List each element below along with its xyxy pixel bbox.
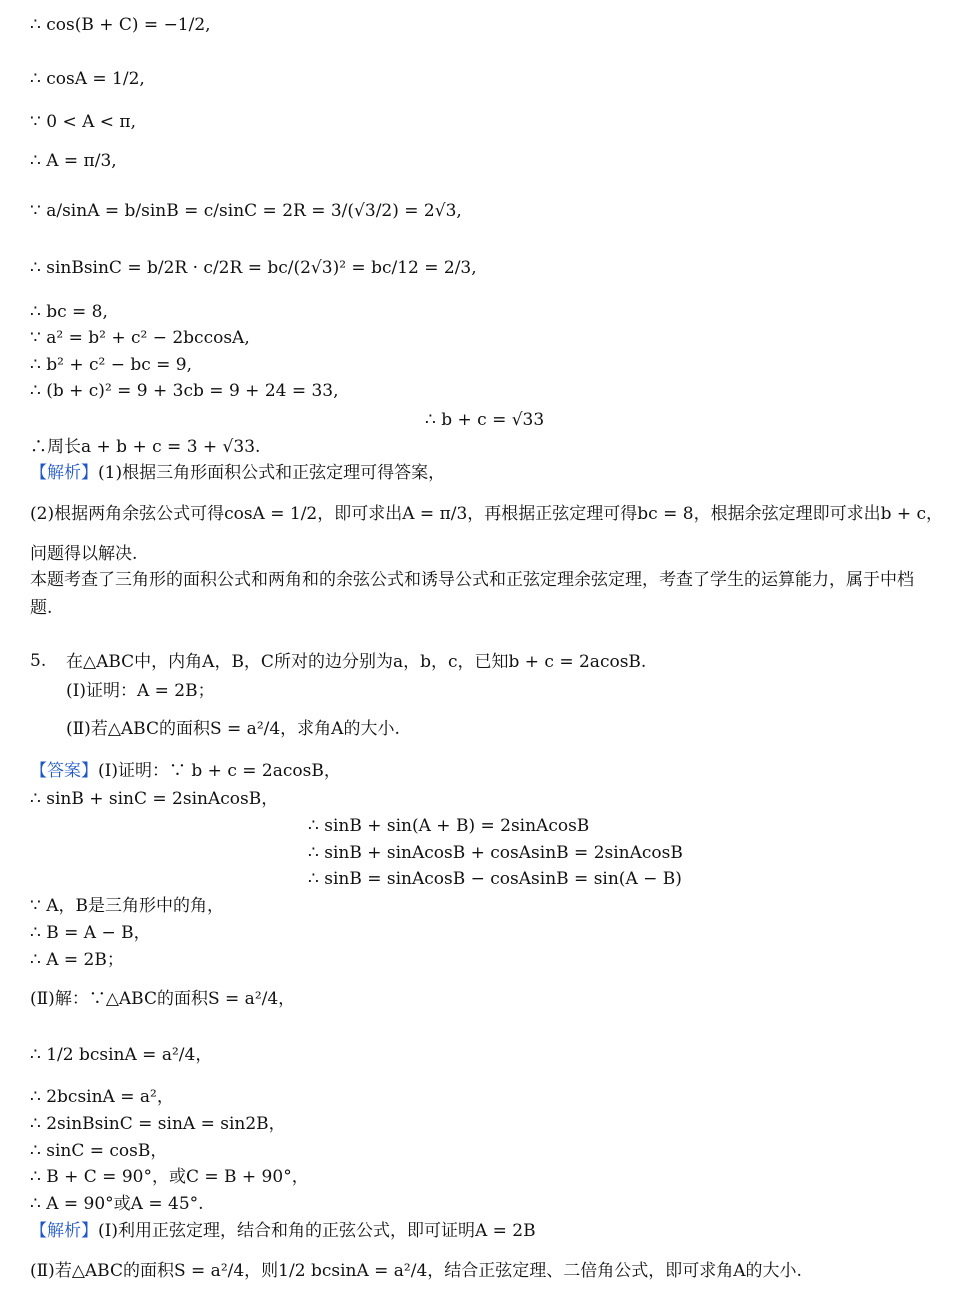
question-number: 5. [30, 651, 47, 671]
question-stem: 在△ABC中，内角A，B，C所对的边分别为a，b，c，已知b + c = 2acosB. [66, 652, 647, 672]
step-line: ∴ b² + c² − bc = 9, [30, 355, 193, 375]
step-line: ∴ sinB + sinC = 2sinAcosB， [30, 789, 279, 809]
step-line: ∴ A = 90°或A = 45°. [30, 1194, 204, 1214]
step-line: (Ⅱ)解：∵△ABC的面积S = a²/4， [30, 989, 296, 1009]
step-line: ∴ B + C = 90°，或C = B + 90°， [30, 1167, 309, 1187]
step-line: ∴周长a + b + c = 3 + √33. [30, 437, 261, 457]
step-line: ∴ 2bcsinA = a²， [30, 1087, 174, 1107]
step-line: ∴ sinBsinC = b/2R · c/2R = bc/(2√3)² = bc/12 = 2/3, [30, 258, 477, 278]
centered-equation: ∴ sinB + sin(A + B) = 2sinAcosB [308, 816, 590, 836]
analysis-text: (Ⅰ)利用正弦定理，结合和角的正弦公式，即可证明A = 2B [98, 1221, 536, 1241]
centered-equation: ∴ sinB + sinAcosB + cosAsinB = 2sinAcosB [308, 843, 683, 863]
step-line: ∵ A，B是三角形中的角， [30, 896, 224, 916]
step-line: ∴ B = A − B， [30, 923, 151, 943]
answer-tag: 【答案】 [30, 761, 98, 781]
question-part-i: (Ⅰ)证明：A = 2B； [66, 681, 215, 701]
step-line: ∴ 1/2 bcsinA = a²/4， [30, 1045, 213, 1065]
analysis-line [30, 462, 445, 484]
step-line: ∴ 2sinBsinC = sinA = sin2B， [30, 1114, 286, 1134]
step-line: ∴ (b + c)² = 9 + 3cb = 9 + 24 = 33, [30, 381, 339, 401]
analysis-line: 问题得以解决. [30, 544, 138, 564]
step-line: ∴ A = π/3, [30, 151, 117, 171]
question-part-ii: (Ⅱ)若△ABC的面积S = a²/4，求角A的大小. [66, 719, 400, 739]
step-line: ∴ cosA = 1/2, [30, 69, 145, 89]
analysis-tag: 【解析】 [30, 1221, 98, 1241]
step-line: ∴ bc = 8, [30, 302, 108, 322]
step-line: ∵ a/sinA = b/sinB = c/sinC = 2R = 3/(√3/2) = 2√3, [30, 201, 462, 221]
analysis-line: (Ⅱ)若△ABC的面积S = a²/4，则1/2 bcsinA = a²/4，结合正弦定理、二倍角公式，即可求角A的大小. [30, 1261, 802, 1281]
centered-equation: ∴ b + c = √33 [425, 410, 545, 430]
analysis-tag: 【解析】 [30, 463, 98, 483]
step-line: ∵ 0 < A < π, [30, 112, 136, 132]
step-line: ∴ cos(B + C) = −1/2, [30, 15, 211, 35]
answer-line [30, 760, 341, 782]
answer-text: (Ⅰ)证明：∵ b + c = 2acosB， [98, 761, 341, 781]
centered-equation: ∴ sinB = sinAcosB − cosAsinB = sin(A − B) [308, 869, 682, 889]
analysis-line [30, 1220, 536, 1242]
analysis-line: (2)根据两角余弦公式可得cosA = 1/2，即可求出A = π/3，再根据正弦定理可得bc = 8，根据余弦定理即可求出b + c， [30, 504, 944, 524]
step-line: ∵ a² = b² + c² − 2bccosA, [30, 328, 250, 348]
analysis-text: (1)根据三角形面积公式和正弦定理可得答案， [98, 463, 446, 483]
analysis-paragraph: 本题考查了三角形的面积公式和两角和的余弦公式和诱导公式和正弦定理余弦定理，考查了学生的运算能力，属于中档题. [30, 570, 914, 618]
step-line: ∴ sinC = cosB， [30, 1141, 168, 1161]
step-line: ∴ A = 2B； [30, 950, 124, 970]
